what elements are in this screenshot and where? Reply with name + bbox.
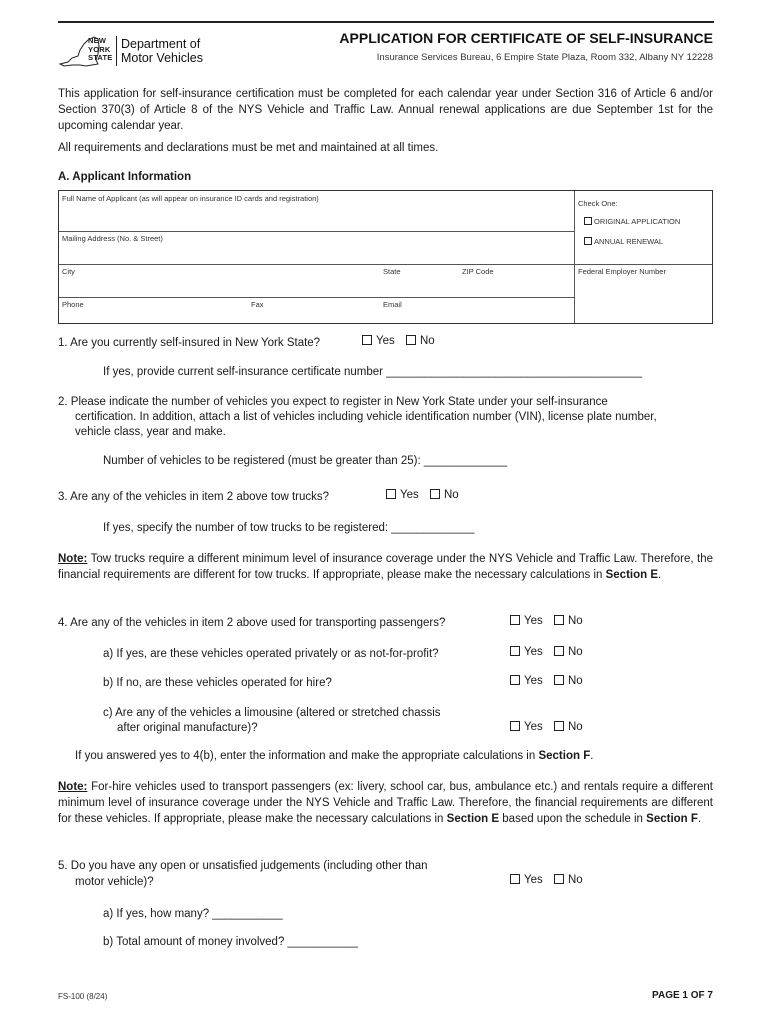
- question-4c-options: [510, 721, 591, 733]
- yes-checkbox[interactable]: [510, 675, 520, 685]
- phone-field[interactable]: Phone: [62, 300, 84, 309]
- yes-checkbox[interactable]: [386, 489, 396, 499]
- logo-state-line: STATE: [88, 53, 113, 62]
- question-4: 4. Are any of the vehicles in item 2 above used for transporting passengers?: [58, 617, 446, 629]
- yes-label: Yes: [524, 675, 543, 687]
- yes-label: Yes: [524, 646, 543, 658]
- question-4-yes[interactable]: [510, 615, 543, 627]
- note-text: based upon the schedule in: [502, 813, 643, 825]
- note-text: For-hire vehicles used to transport passengers (ex: livery, school car, bus, ambulance etc.) and rentals require a different minimum level of insurance coverage under the NYS Vehicle and Traffic Law. Therefore, the financial requirements are different for these vehicles. If appropriate, please make the necessary calculations in: [58, 781, 713, 825]
- question-4a: a) If yes, are these vehicles operated privately or as not-for-profit?: [103, 648, 439, 660]
- no-label: No: [567, 675, 583, 687]
- section-e-reference: Section E: [605, 569, 659, 581]
- form-id: FS-100 (8/24): [58, 992, 108, 1001]
- table-divider: [59, 231, 574, 232]
- check-one-label: Check One:: [578, 199, 618, 208]
- yes-label: Yes: [524, 874, 543, 886]
- question-3-no[interactable]: [430, 489, 459, 501]
- yes-label: Yes: [376, 335, 395, 347]
- annual-renewal-checkbox[interactable]: [584, 237, 592, 245]
- email-field[interactable]: Email: [383, 300, 402, 309]
- logo-dept-line: Motor Vehicles: [121, 51, 203, 65]
- question-3-yes[interactable]: [386, 489, 419, 501]
- city-field[interactable]: City: [62, 267, 75, 276]
- no-label: No: [567, 721, 583, 733]
- question-4c-line: c) Are any of the vehicles a limousine (altered or stretched chassis: [103, 707, 441, 719]
- question-5-yes[interactable]: [510, 874, 543, 886]
- question-3: 3. Are any of the vehicles in item 2 above tow trucks?: [58, 491, 330, 503]
- question-4-options: [510, 615, 591, 627]
- section-a-heading: A. Applicant Information: [58, 171, 192, 183]
- intro-paragraph: This application for self-insurance certification must be completed for each calendar year under Section 316 of Article 6 and/or Section 370(3) of Article 8 of the NYS Vehicle and Traffic Law. Annual renewal applications are due September 1st for the upcoming calendar year.: [58, 88, 713, 132]
- annual-renewal-label: ANNUAL RENEWAL: [594, 237, 664, 246]
- no-checkbox[interactable]: [554, 646, 564, 656]
- yes-label: Yes: [400, 489, 419, 501]
- table-divider: [59, 297, 574, 298]
- section-f-reference: Section F: [538, 750, 591, 762]
- question-4c-line: after original manufacture)?: [117, 722, 258, 734]
- yes-checkbox[interactable]: [510, 615, 520, 625]
- logo-dept-text: [121, 37, 203, 65]
- annual-renewal-option[interactable]: [584, 237, 663, 246]
- section-e-reference: Section E: [446, 813, 500, 825]
- note-label: Note:: [58, 781, 88, 793]
- question-2-line: 2. Please indicate the number of vehicles you expect to register in New York State under your self-insurance: [58, 396, 608, 408]
- question-4-instruction: If you answered yes to 4(b), enter the information and make the appropriate calculations in Section F.: [75, 750, 594, 762]
- federal-employer-number-field[interactable]: Federal Employer Number: [578, 267, 666, 276]
- question-4b-yes[interactable]: [510, 675, 543, 687]
- yes-checkbox[interactable]: [510, 721, 520, 731]
- no-checkbox[interactable]: [554, 615, 564, 625]
- question-5-line: 5. Do you have any open or unsatisfied judgements (including other than: [58, 860, 428, 872]
- logo-state-line: YORK: [88, 44, 111, 54]
- logo-divider: [116, 36, 117, 66]
- requirements-paragraph: All requirements and declarations must be met and maintained at all times.: [58, 142, 439, 154]
- question-2-line: certification. In addition, attach a list of vehicles including vehicle identification number (VIN), license plate number,: [75, 411, 657, 423]
- yes-label: Yes: [524, 721, 543, 733]
- yes-label: Yes: [524, 615, 543, 627]
- question-4c-yes[interactable]: [510, 721, 543, 733]
- original-application-checkbox[interactable]: [584, 217, 592, 225]
- no-label: No: [567, 615, 583, 627]
- question-4a-yes[interactable]: [510, 646, 543, 658]
- applicant-info-table: [58, 190, 713, 324]
- question-1: 1. Are you currently self-insured in New York State?: [58, 337, 321, 349]
- no-checkbox[interactable]: [406, 335, 416, 345]
- full-name-field[interactable]: Full Name of Applicant (as will appear on insurance ID cards and registration): [62, 194, 319, 203]
- form-subtitle: Insurance Services Bureau, 6 Empire State Plaza, Room 332, Albany NY 12228: [376, 52, 713, 63]
- tow-truck-note: Note: Tow trucks require a different minimum level of insurance coverage under the NYS Vehicle and Traffic Law. Therefore, the financial requirements are different for tow trucks. If appropriate, please make the necessary calculations in Section E.: [58, 553, 713, 581]
- no-checkbox[interactable]: [554, 874, 564, 884]
- section-f-reference: Section F: [646, 813, 698, 825]
- dmv-logo: [58, 34, 228, 70]
- no-checkbox[interactable]: [430, 489, 440, 499]
- header-rule: [58, 21, 714, 23]
- certificate-number-field[interactable]: If yes, provide current self-insurance certificate number ________________________________________: [103, 366, 642, 378]
- logo-state-text: [88, 37, 112, 63]
- yes-checkbox[interactable]: [510, 874, 520, 884]
- question-4c-no[interactable]: [554, 721, 583, 733]
- no-label: No: [567, 646, 583, 658]
- question-4-no[interactable]: [554, 615, 583, 627]
- question-4b-options: [510, 675, 591, 687]
- table-divider: [574, 191, 575, 323]
- question-4a-no[interactable]: [554, 646, 583, 658]
- no-label: No: [443, 489, 459, 501]
- question-5-options: [510, 874, 591, 886]
- instruction-text: If you answered yes to 4(b), enter the information and make the appropriate calculations in: [75, 750, 536, 762]
- logo-state-line: NEW: [88, 36, 107, 45]
- logo-dept-line: Department of: [121, 37, 201, 51]
- vehicle-count-field[interactable]: Number of vehicles to be registered (must be greater than 25): _____________: [103, 455, 508, 467]
- form-title: APPLICATION FOR CERTIFICATE OF SELF-INSURANCE: [339, 30, 713, 46]
- judgement-count-field[interactable]: a) If yes, how many? ___________: [103, 908, 283, 920]
- tow-truck-count-field[interactable]: If yes, specify the number of tow trucks to be registered: _____________: [103, 522, 475, 534]
- zip-code-field[interactable]: ZIP Code: [462, 267, 494, 276]
- question-5-no[interactable]: [554, 874, 583, 886]
- no-checkbox[interactable]: [554, 675, 564, 685]
- for-hire-note: Note: For-hire vehicles used to transport passengers (ex: livery, school car, bus, ambulance etc.) and rentals require a different minimum level of insurance coverage under the NYS Vehicle and Traffic Law. Therefore, the financial requirements are different for these vehicles. If appropriate, please make the necessary calculations in Section E based upon the schedule in Section F.: [58, 781, 713, 825]
- table-divider: [59, 264, 712, 265]
- note-label: Note:: [58, 553, 88, 565]
- question-1-no[interactable]: [406, 335, 435, 347]
- original-application-label: ORIGINAL APPLICATION: [594, 217, 681, 226]
- original-application-option[interactable]: [584, 217, 680, 226]
- no-label: No: [419, 335, 435, 347]
- question-5-line: motor vehicle)?: [75, 876, 154, 888]
- question-4a-options: [510, 646, 591, 658]
- note-text: Tow trucks require a different minimum level of insurance coverage under the NYS Vehicle and Traffic Law. Therefore, the financial requirements are different for tow trucks. If appropriate, please make the necessary calculations in: [58, 553, 713, 581]
- question-3-options: [386, 489, 467, 501]
- question-4b: b) If no, are these vehicles operated for hire?: [103, 677, 332, 689]
- yes-checkbox[interactable]: [362, 335, 372, 345]
- question-1-options: [362, 335, 443, 347]
- question-1-yes[interactable]: [362, 335, 395, 347]
- yes-checkbox[interactable]: [510, 646, 520, 656]
- question-4b-no[interactable]: [554, 675, 583, 687]
- page-number: PAGE 1 OF 7: [652, 990, 713, 1001]
- state-field[interactable]: State: [383, 267, 401, 276]
- judgement-amount-field[interactable]: b) Total amount of money involved? ___________: [103, 936, 358, 948]
- mailing-address-field[interactable]: Mailing Address (No. & Street): [62, 234, 163, 243]
- no-checkbox[interactable]: [554, 721, 564, 731]
- fax-field[interactable]: Fax: [251, 300, 264, 309]
- no-label: No: [567, 874, 583, 886]
- question-2-line: vehicle class, year and make.: [75, 426, 226, 438]
